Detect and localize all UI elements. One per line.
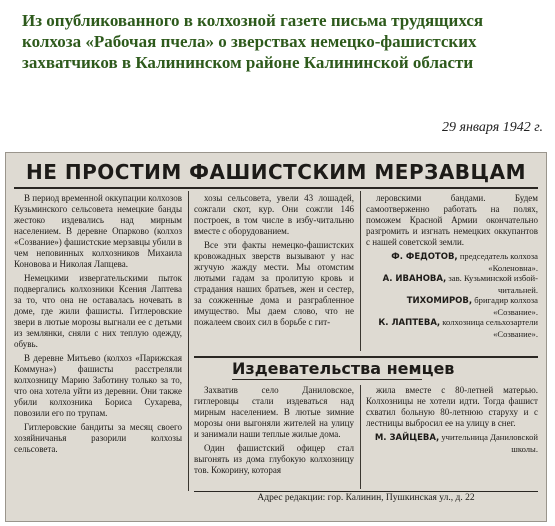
headline-text: НЕ ПРОСТИМ ФАШИСТСКИМ МЕРЗАВЦАМ — [26, 160, 526, 184]
document-caption: Из опубликованного в колхозной газете письма трудящихся колхоза «Рабочая пчела» о зверствах немецко-фашистских захватчиков в Калининском районе Калининской области — [22, 11, 484, 72]
paragraph: леровскими бандами. Будем самоотверженно работать на полях, поможем Красной Армии окончательно разгромить и изгнать немецких оккупантов с нашей советской земли. — [366, 193, 538, 247]
column-divider — [360, 191, 361, 351]
article-column-3 — [366, 193, 538, 353]
signature-role: учительница Даниловской школы. — [441, 432, 538, 454]
footer-divider — [194, 491, 538, 492]
subarticle-column-2 — [366, 385, 538, 489]
signature-fedotov — [366, 251, 538, 273]
paragraph: хозы сельсовета, увели 43 лошадей, сожгали скот, кур. Они сожгли 146 построек, в том числе в избу-читальню вместе с оборудованием. — [194, 193, 354, 236]
paragraph: Один фашистский офицер стал выгонять из дома глубокую колхозницу тов. Кокорину, которая — [194, 443, 354, 475]
column-divider — [360, 385, 361, 489]
article-column-2 — [194, 193, 354, 353]
subheadline: Издевательства немцев — [232, 359, 455, 378]
signature-lapteva — [366, 317, 538, 339]
signature-tikhomirov — [366, 295, 538, 317]
paragraph: жила вместе с 80-летней матерью. Колхозницы не хотели идти. Тогда фашист схватил больную 80-летнюю старуху и с лестницы выбросил ее на улицу в снег. — [366, 385, 538, 428]
signature-name: М. ЗАЙЦЕВА, — [374, 433, 440, 443]
article-column-1 — [14, 193, 182, 493]
paragraph: Все эти факты немецко-фашистских кровожадных зверств вызывают у нас жгучую жажду мести. Мы отомстим лютыми гадам за пролитую кровь и страдания наших братьев, жен и сестер, за сожженные дома и разграбленное имущество. Мы даем слово, что не пожалеем своих сил в борьбе с гит- — [194, 240, 354, 327]
section-divider — [194, 356, 538, 358]
subheadline-underline — [232, 379, 422, 380]
signature-name: А. ИВАНОВА, — [382, 274, 447, 284]
signature-role: колхозница сельхозартели «Созвание». — [442, 317, 538, 339]
paragraph: В деревне Митьево (колхоз «Парижская Коммуна») фашисты расстреляли колхозницу Марию Заботину только за то, что она хотела уйти из деревни. Они также убили колхозника Бориса Сухарева, повозили его по трупам. — [14, 353, 182, 418]
signature-role: бригадир колхоза «Созвание». — [474, 295, 538, 317]
paragraph: В период временной оккупации колхозов Кузьминского сельсовета немецкие банды жестоко издевались над мирным населением. В деревне Опарково (колхоз «Созвание») фашистские мерзавцы убили в чем неповинных колхозников Михаила Коновова и Николая Лапцева. — [14, 193, 182, 269]
signature-zaitseva — [366, 432, 538, 454]
column-divider — [188, 191, 189, 491]
newspaper-clipping — [5, 152, 547, 522]
signature-role: зав. Кузьминской избой-читальней. — [448, 273, 538, 295]
newspaper-headline — [14, 157, 538, 189]
subarticle-column-1 — [194, 385, 354, 489]
signature-ivanova — [366, 273, 538, 295]
paragraph: Захватив село Даниловское, гитлеровцы стали издеваться над мирным населением. В лютые зимние морозы они выгоняли жителей на улицу и занимали наши теплые жилые дома. — [194, 385, 354, 439]
editorial-address: Адрес редакции: гор. Калинин, Пушкинская ул., д. 22 — [257, 493, 475, 503]
signature-name: К. ЛАПТЕВА, — [378, 318, 441, 328]
paragraph: Гитлеровские бандиты за месяц своего хозяйничанья разорили колхозы сельсовета. — [14, 422, 182, 454]
signature-name: Ф. ФЕДОТОВ, — [391, 252, 458, 262]
signature-role: председатель колхоза «Коленовна». — [459, 251, 538, 273]
paragraph: Немецкими извергательскими пыток подвергались колхозники Ксения Лаптева за то, что она не оставалась ночевать в доме, где жили фашисты. Гитлеровские звери в лютые морозы выгнали ее с детьми из землянки, сняли с них теплую одежду, обувь. — [14, 273, 182, 349]
signature-name: ТИХОМИРОВ, — [406, 296, 473, 306]
document-date: 29 января 1942 г. — [441, 120, 543, 135]
